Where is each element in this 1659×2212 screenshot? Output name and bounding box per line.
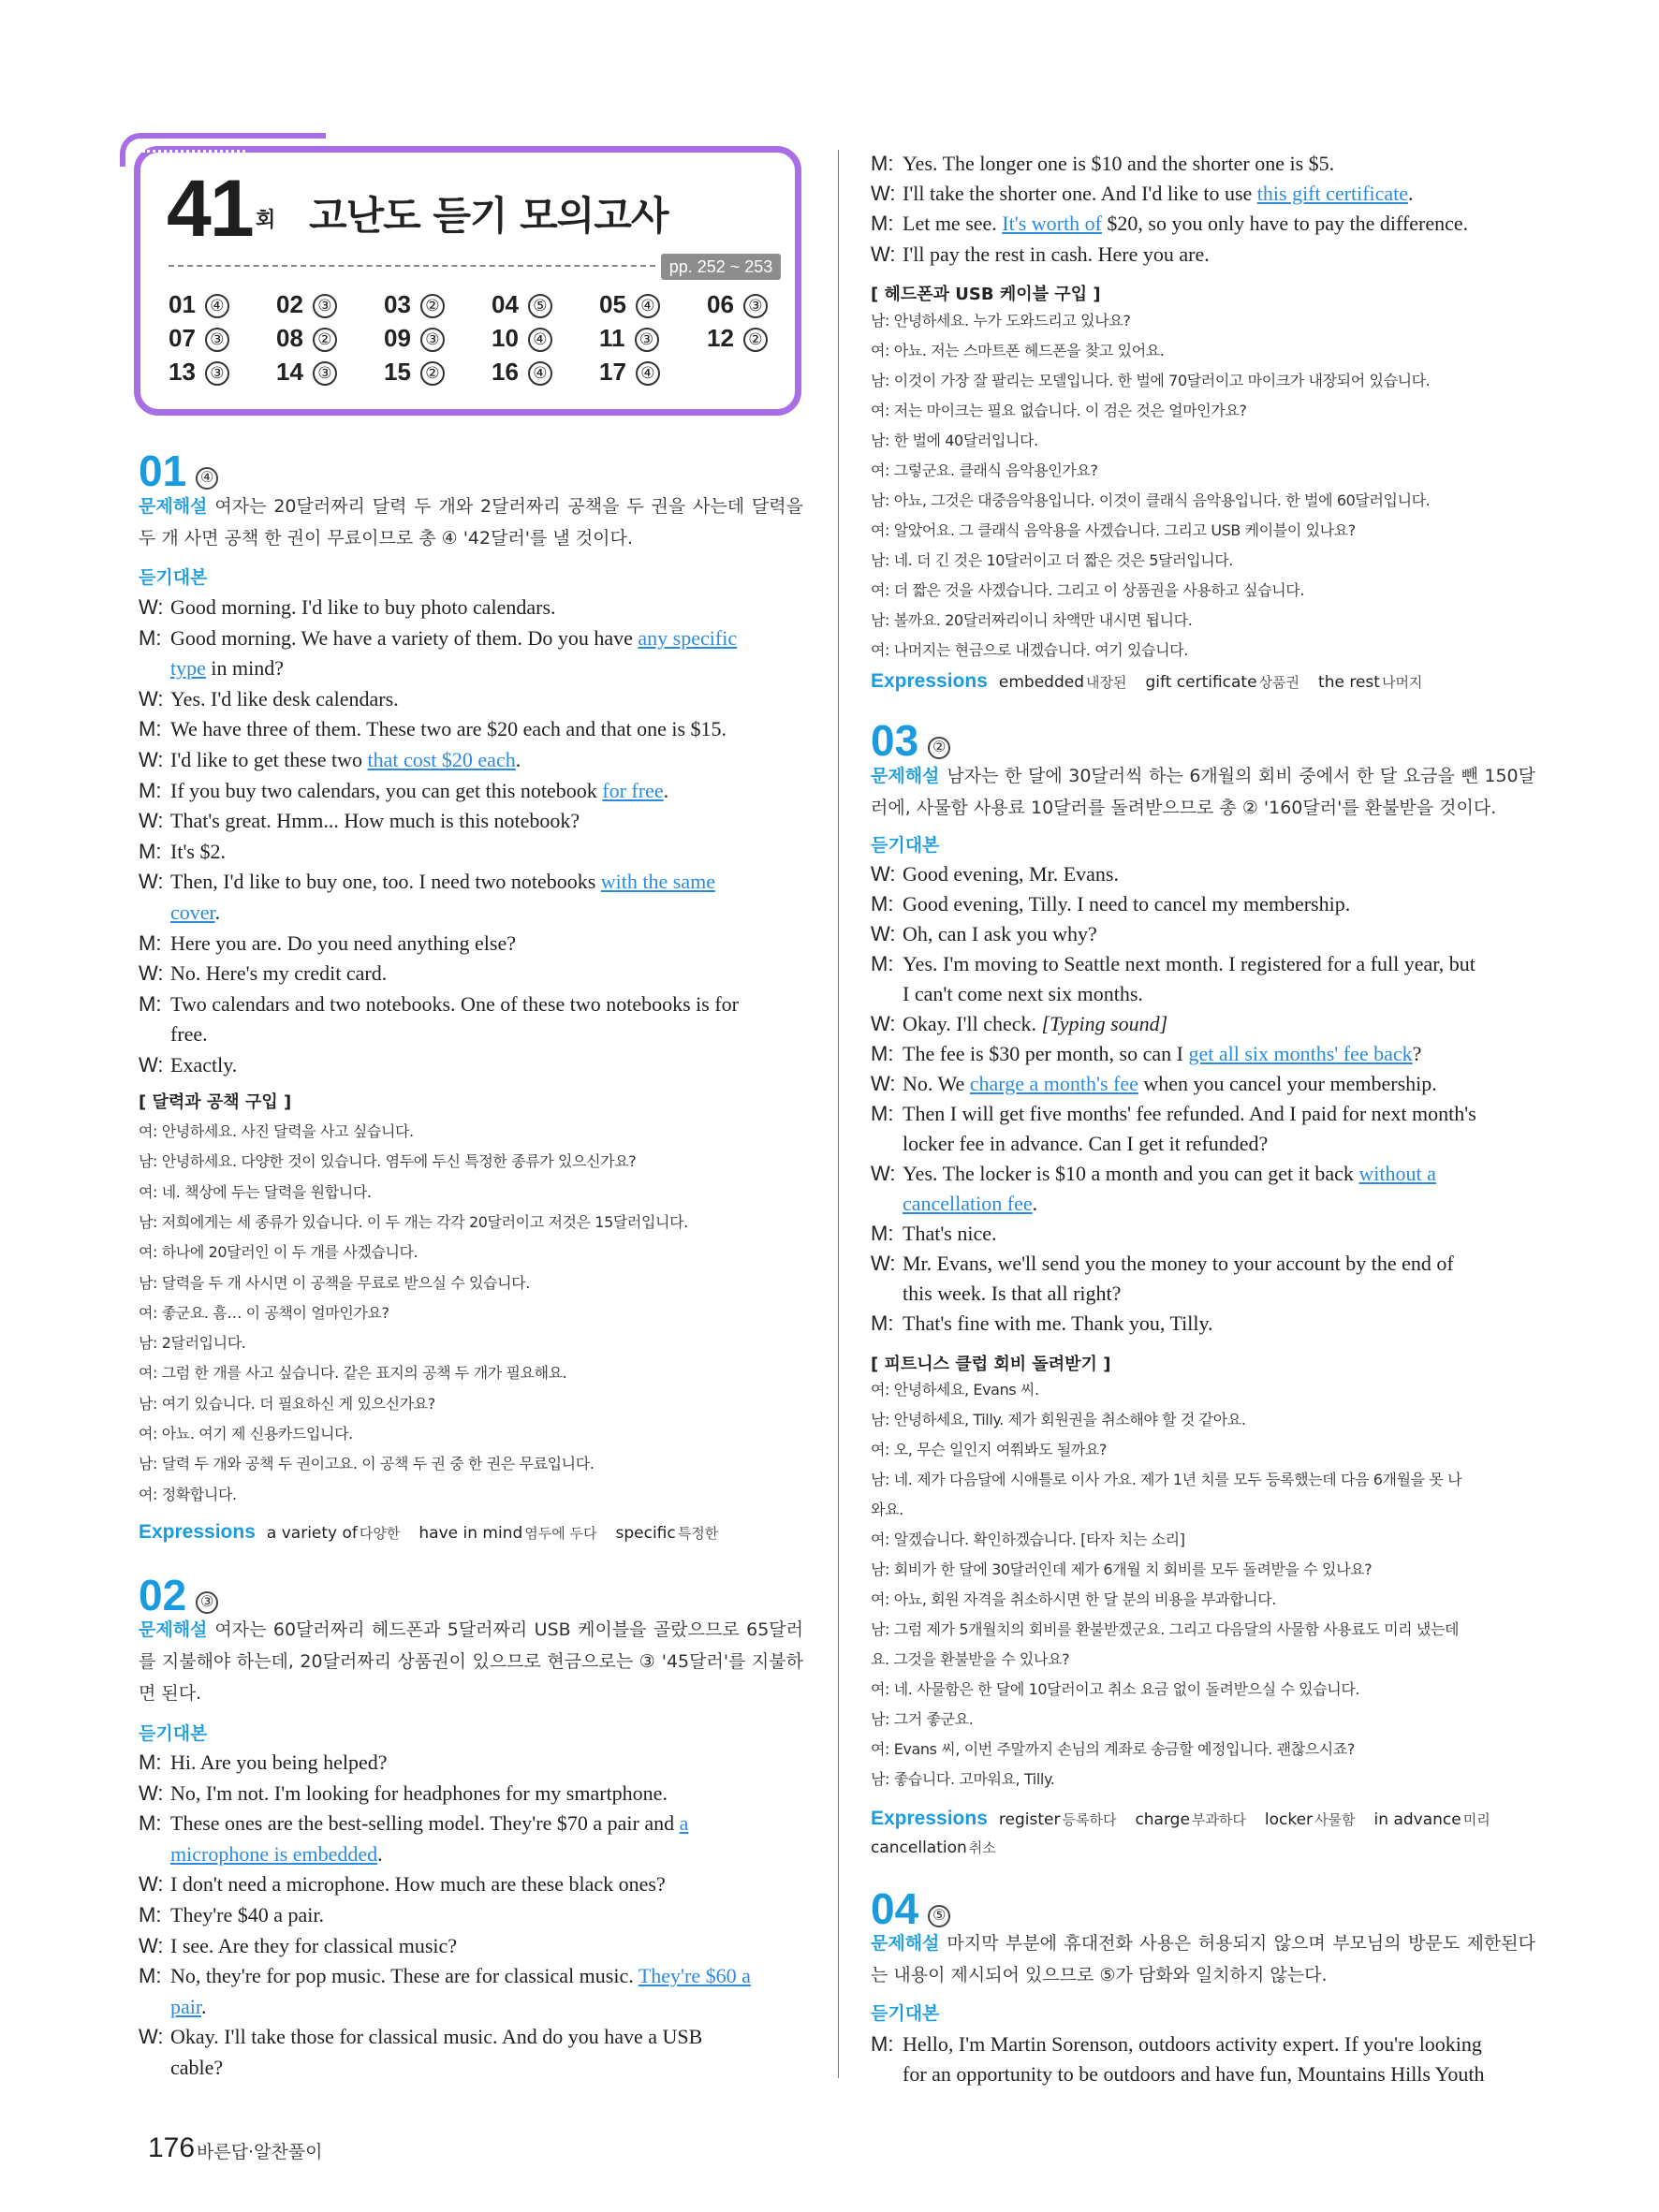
script-line: free. [170,1022,208,1047]
question-number: 04 [871,1884,919,1933]
answer-item [707,324,768,353]
speaker-label: M: [871,152,894,175]
answer-choice: ④ [205,294,229,318]
script-line: M: That's fine with me. Thank you, Tilly. [871,1309,1213,1339]
speaker-label: W: [871,1162,896,1185]
script-line: microphone is embedded. [170,1841,383,1866]
speaker-label: W: [871,1012,896,1035]
answer-number: 15 [384,358,411,386]
key-phrase: any specific [638,625,738,650]
key-phrase: They're $60 a [638,1964,751,1988]
speaker-label: M: [871,1222,894,1245]
answer-item [276,290,337,319]
script-line: M: If you buy two calendars, you can get this notebook for free. [139,776,668,806]
script-line: M: No, they're for pop music. These are for classical music. They're $60 a [139,1961,751,1991]
translation-line: 여: 아뇨. 여기 제 신용카드입니다. [139,1425,353,1443]
answer-number: 10 [492,324,519,352]
script-line: this week. Is that all right? [903,1282,1122,1305]
speaker-label: M: [139,991,162,1016]
translation-line: 남: 좋습니다. 고마워요, Tilly. [871,1770,1055,1788]
answer-number: 01 [169,290,196,318]
speaker-label: M: [139,625,162,650]
key-phrase: type [170,656,206,681]
script-line: W: Then, I'd like to buy one, too. I need two notebooks with the same [139,867,715,897]
script-line: W: Good morning. I'd like to buy photo calendars. [139,593,556,623]
key-phrase: with the same [600,870,715,894]
translation-line: 여: 그렇군요. 클래식 음악용인가요? [871,461,1098,479]
translation-line: 남: 이것이 가장 잘 팔리는 모델입니다. 한 벌에 70달러이고 마이크가 내장되어 있습니다. [871,372,1431,389]
q03-ko-title: [ 피트니스 클럽 회비 돌려받기 ] [871,1355,1111,1374]
key-phrase: without a [1358,1162,1436,1185]
translation-line: 여: 아뇨. 저는 스마트폰 헤드폰을 찾고 있어요. [871,342,1165,359]
explanation-text: 여자는 20달러짜리 달력 두 개와 2달러짜리 공책을 두 권을 사는데 달력을 두 개 사면 공책 한 권이 무료이므로 총 ④ '42달러'를 낼 것이다. [139,496,803,549]
speaker-label: W: [139,1933,164,1957]
answer-number: 12 [707,324,734,352]
translation-line: 남: 2달러입니다. [139,1334,246,1353]
speaker-label: M: [871,2032,894,2056]
translation-line: 남: 네. 더 긴 것은 10달러이고 더 짧은 것은 5달러입니다. [871,551,1233,569]
speaker-label: W: [871,862,896,886]
script-line: M: The fee is $30 per month, so can I get all six months' fee back? [871,1039,1421,1069]
answer-choice: ② [420,361,445,386]
speaker-label: W: [871,1252,896,1275]
header-divider [169,265,655,267]
script-line: M: Good evening, Tilly. I need to cancel my membership. [871,889,1350,919]
script-line: I can't come next six months. [903,982,1143,1005]
script-line: M: Hi. Are you being helped? [139,1748,388,1778]
speaker-label: W: [139,2025,164,2049]
translation-line: 남: 그거 좋군요. [871,1710,974,1728]
speaker-label: W: [139,748,164,771]
expression-item: the rest 나머지 [1318,673,1423,692]
key-phrase: It's worth of [1002,212,1102,236]
script-line: W: No. We charge a month's fee when you cancel your membership. [871,1069,1437,1099]
expression-item: gift certificate 상품권 [1145,673,1300,692]
translation-line: 와요. [871,1501,903,1518]
script-line: M: These ones are the best-selling model. They're $70 a pair and a [139,1809,688,1838]
footer-label: 바른답·알찬풀이 [197,2142,323,2162]
answer-number: 13 [169,358,196,386]
script-line: cancellation fee. [903,1192,1038,1215]
answer-number: 06 [707,290,734,318]
explanation-label: 문제해설 [871,1933,940,1954]
script-line: W: Yes. The locker is $10 a month and you can get it back without a [871,1159,1436,1189]
key-phrase: that cost $20 each [367,748,516,771]
script-line: W: Mr. Evans, we'll send you the money to your account by the end of [871,1249,1454,1279]
translation-line: 여: 저는 마이크는 필요 없습니다. 이 검은 것은 얼마인가요? [871,402,1247,419]
script-line: M: Yes. The longer one is $10 and the shorter one is $5. [871,149,1334,179]
expression-item: register 등록하다 [998,1810,1117,1829]
answer-circle: ⑤ [928,1905,950,1927]
script-line: M: We have three of them. These two are $20 each and that one is $15. [139,714,727,744]
answer-choice: ② [420,294,445,318]
expression-item: in advance 미리 [1373,1810,1490,1829]
answer-item [384,324,445,353]
translation-line: 여: 알겠습니다. 확인하겠습니다. [타자 치는 소리] [871,1531,1185,1548]
translation-line: 남: 안녕하세요. 다양한 것이 있습니다. 염두에 두신 특정한 종류가 있으신가요? [139,1152,637,1171]
script-line: M: Good morning. We have a variety of them. Do you have any specific [139,623,737,653]
speaker-label: M: [139,839,162,863]
script-line: W: Okay. I'll take those for classical music. And do you have a USB [139,2022,702,2052]
script-line: M: Hello, I'm Martin Sorenson, outdoors activity expert. If you're looking [871,2029,1482,2059]
q02-ko-title: [ 헤드폰과 USB 케이블 구입 ] [871,285,1101,304]
translation-line: 여: 좋군요. 흠… 이 공책이 얼마인가요? [139,1303,389,1322]
translation-line: 남: 달력 두 개와 공책 두 권이고요. 이 공책 두 권 중 한 권은 무료입니다. [139,1455,595,1473]
translation-line: 남: 안녕하세요. 누가 도와드리고 있나요? [871,312,1131,330]
expression-item: locker 사물함 [1264,1810,1356,1829]
unit-suffix: 회 [256,209,276,232]
translation-line: 남: 달력을 두 개 사시면 이 공책을 무료로 받으실 수 있습니다. [139,1273,530,1292]
script-line: W: I'll take the shorter one. And I'd like to use this gift certificate. [871,179,1414,209]
script-line: M: Two calendars and two notebooks. One of these two notebooks is for [139,989,739,1019]
column-divider [838,150,839,2078]
script-line: W: Good evening, Mr. Evans. [871,859,1119,889]
translation-line: 남: 볼까요. 20달러짜리이니 차액만 내시면 됩니다. [871,611,1193,629]
answer-item [169,358,229,387]
script-line: W: I'd like to get these two that cost $20 each. [139,745,521,775]
explanation-label: 문제해설 [139,1619,208,1640]
answer-number: 04 [492,290,519,318]
script-line: pair. [170,1994,207,2018]
question-number: 01 [139,447,187,495]
key-phrase: a [679,1811,689,1836]
q02-expressions [871,670,1441,693]
speaker-label: M: [871,1311,894,1335]
key-phrase: microphone is embedded [170,1841,378,1866]
translation-line: 남: 아뇨, 그것은 대중음악용입니다. 이것이 클래식 음악용입니다. 한 벌에 60달러입니다. [871,491,1431,509]
speaker-label: W: [139,1053,164,1077]
script-line: W: Oh, can I ask you why? [871,919,1097,949]
speaker-label: M: [871,1042,894,1065]
speaker-label: M: [871,1102,894,1125]
translation-line: 여: 안녕하세요, Evans 씨. [871,1381,1039,1399]
script-line: W: That's great. Hmm... How much is this notebook? [139,806,580,836]
answer-item [492,324,552,353]
question-number: 02 [139,1571,187,1619]
translation-line: 여: Evans 씨, 이번 주말까지 손님의 계좌로 송금할 예정입니다. 괜찮으시죠? [871,1740,1356,1758]
script-line: W: No, I'm not. I'm looking for headphones for my smartphone. [139,1779,668,1809]
explanation-label: 문제해설 [139,496,208,517]
key-phrase: cover [170,901,215,924]
answer-number: 16 [492,358,519,386]
translation-line: 남: 회비가 한 달에 30달러인데 제가 6개월 치 회비를 모두 돌려받을 수 있나요? [871,1560,1373,1578]
key-phrase: pair [170,1994,201,2018]
translation-line: 여: 네. 사물함은 한 달에 10달러이고 취소 요금 없이 돌려받으실 수 있습니다. [871,1680,1360,1698]
answer-choice: ③ [743,294,768,318]
question-number: 03 [871,716,919,765]
speaker-label: W: [139,961,164,986]
answer-item [599,324,659,353]
expression-item: specific 특정한 [615,1524,719,1543]
speaker-label: W: [871,1072,896,1095]
answer-item [707,290,768,319]
answer-choice: ③ [420,328,445,352]
answer-number: 05 [599,290,626,318]
expressions-label: Expressions [139,1521,256,1543]
expression-item: cancellation 취소 [871,1838,996,1857]
answer-choice: ② [743,328,768,352]
answer-number: 08 [276,324,303,352]
script-line: M: That's nice. [871,1219,996,1249]
key-phrase: for free [602,778,664,802]
script-label: 듣기대본 [871,835,940,856]
answer-item [599,358,660,387]
speaker-label: M: [139,1751,162,1774]
answer-item [384,290,445,319]
page-title: 고난도 듣기 모의고사 [309,193,668,239]
speaker-label: W: [139,870,164,894]
translation-line: 남: 네. 제가 다음달에 시애틀로 이사 가요. 제가 1년 치를 모두 등록했는데 다음 6개월을 못 나 [871,1471,1462,1488]
key-phrase: this gift certificate [1256,182,1409,206]
q03-expressions [871,1805,1535,1862]
key-phrase: cancellation fee [903,1192,1033,1215]
translation-line: 요. 그것을 환불받을 수 있나요? [871,1650,1070,1668]
script-line: W: I'll pay the rest in cash. Here you are. [871,240,1210,270]
speaker-label: W: [139,809,164,833]
script-label: 듣기대본 [139,1723,208,1744]
q03-explanation [871,760,1535,824]
translation-line: 여: 네. 책상에 두는 달력을 원합니다. [139,1182,372,1201]
speaker-label: M: [871,892,894,916]
expression-item: charge 부과하다 [1135,1810,1246,1829]
answer-choice: ③ [635,328,659,352]
speaker-label: W: [871,182,896,206]
expression-item: a variety of 다양한 [266,1524,401,1543]
stage-direction: [Typing sound] [1041,1012,1168,1035]
answer-circle: ③ [196,1591,218,1614]
script-line: locker fee in advance. Can I get it refunded? [903,1132,1269,1155]
script-label: 듣기대본 [139,567,208,588]
page-range-badge: pp. 252 ~ 253 [661,254,781,280]
script-line: M: Yes. I'm moving to Seattle next month. I registered for a full year, but [871,949,1475,979]
answer-item [492,290,552,319]
answer-item [169,290,229,319]
script-line: W: No. Here's my credit card. [139,959,387,989]
explanation-label: 문제해설 [871,766,940,786]
translation-line: 여: 그럼 한 개를 사고 싶습니다. 같은 표지의 공책 두 개가 필요해요. [139,1364,567,1383]
translation-line: 여: 안녕하세요. 사진 달력을 사고 싶습니다. [139,1122,414,1140]
answer-choice: ③ [313,361,337,386]
script-line: M: Here you are. Do you need anything else? [139,929,516,959]
answer-choice: ③ [205,361,229,386]
speaker-label: M: [139,717,162,741]
speaker-label: W: [139,595,164,619]
answer-item [384,358,445,387]
speaker-label: W: [139,1872,164,1897]
q01-ko-title: [ 달력과 공책 구입 ] [139,1092,292,1112]
answer-choice: ③ [205,328,229,352]
answer-number: 07 [169,324,196,352]
answer-choice: ④ [636,361,660,386]
answer-choice: ④ [636,294,660,318]
answer-circle: ④ [196,467,218,490]
script-line: M: It's $2. [139,837,226,867]
script-line: M: Then I will get five months' fee refunded. And I paid for next month's [871,1099,1476,1129]
expressions-label: Expressions [871,1808,988,1829]
answer-number: 02 [276,290,303,318]
speaker-label: W: [139,1780,164,1805]
q02-explanation [139,1614,803,1709]
answer-number: 11 [599,324,625,352]
question-03-heading [871,716,950,765]
translation-line: 남: 저희에게는 세 종류가 있습니다. 이 두 개는 각각 20달러이고 저것은 15달러입니다. [139,1212,688,1231]
q01-expressions [139,1521,737,1544]
speaker-label: M: [139,1903,162,1926]
answer-item [169,324,229,353]
translation-line: 남: 여기 있습니다. 더 필요하신 게 있으신가요? [139,1394,435,1413]
speaker-label: M: [871,212,894,236]
translation-line: 여: 하나에 20달러인 이 두 개를 사겠습니다. [139,1243,418,1262]
speaker-label: M: [139,1811,162,1836]
answer-circle: ② [928,737,950,759]
header-dots-decoration [142,150,245,153]
speaker-label: W: [871,922,896,945]
speaker-label: W: [871,242,896,266]
page-number: 176 [148,2132,196,2163]
translation-line: 여: 알았어요. 그 클래식 음악용을 사겠습니다. 그리고 USB 케이블이 있나요? [871,521,1356,539]
answer-number: 03 [384,290,411,318]
translation-line: 남: 안녕하세요, Tilly. 제가 회원권을 취소해야 할 것 같아요. [871,1411,1246,1428]
script-line: cable? [170,2056,224,2079]
key-phrase: charge a month's fee [969,1072,1138,1095]
script-line: W: Exactly. [139,1050,237,1080]
question-02-heading [139,1571,218,1619]
q01-explanation [139,491,803,554]
speaker-label: M: [139,778,162,802]
key-phrase: get all six months' fee back [1188,1042,1413,1065]
q04-explanation [871,1927,1535,1991]
script-line: W: Yes. I'd like desk calendars. [139,684,399,714]
script-line: W: I don't need a microphone. How much are these black ones? [139,1869,666,1899]
answer-number: 09 [384,324,411,352]
translation-line: 여: 더 짧은 것을 사겠습니다. 그리고 이 상품권을 사용하고 싶습니다. [871,581,1305,599]
answer-choice: ② [313,328,337,352]
script-line: M: They're $40 a pair. [139,1900,324,1930]
translation-line: 여: 아뇨, 회원 자격을 취소하시면 한 달 분의 비용을 부과합니다. [871,1590,1276,1608]
explanation-text: 마지막 부분에 휴대전화 사용은 허용되지 않으며 부모님의 방문도 제한된다는 내용이 제시되어 있으므로 ⑤가 담화와 일치하지 않는다. [871,1933,1535,1985]
expressions-label: Expressions [871,670,988,692]
translation-line: 남: 그럼 제가 5개월치의 회비를 환불받겠군요. 그리고 다음달의 사물함 사용료도 미리 냈는데 [871,1620,1460,1638]
answer-item [599,290,660,319]
expression-item: have in mind 염두에 두다 [418,1524,597,1543]
answer-item [276,358,337,387]
unit-number: 41 [167,164,253,254]
answer-choice: ④ [528,361,552,386]
question-01-heading [139,447,218,495]
speaker-label: M: [139,1964,162,1988]
explanation-text: 여자는 60달러짜리 헤드폰과 5달러짜리 USB 케이블을 골랐으므로 65달러를 지불해야 하는데, 20달러짜리 상품권이 있으므로 현금으로는 ③ '45달러'를 지불하면 된다. [139,1619,803,1704]
answer-number: 17 [599,358,626,386]
script-line: cover. [170,901,221,924]
translation-line: 여: 정확합니다. [139,1485,237,1503]
question-04-heading [871,1884,950,1933]
answer-number: 14 [276,358,303,386]
answer-item [492,358,552,387]
translation-line: 남: 한 벌에 40달러입니다. [871,432,1038,449]
translation-line: 여: 오, 무슨 일인지 여쭤봐도 될까요? [871,1441,1107,1458]
speaker-label: M: [139,930,162,955]
speaker-label: M: [871,952,894,975]
script-line: for an opportunity to be outdoors and have fun, Mountains Hills Youth [903,2062,1485,2086]
script-line: M: Let me see. It's worth of $20, so you only have to pay the difference. [871,209,1468,239]
expression-item: embedded 내장된 [998,673,1127,692]
explanation-text: 남자는 한 달에 30달러씩 하는 6개월의 회비 중에서 한 달 요금을 뺀 150달러에, 사물함 사용료 10달러를 돌려받으므로 총 ② '160달러'를 환불받을 것이다. [871,766,1535,818]
answer-item [276,324,337,353]
script-line: type in mind? [170,656,284,681]
script-label: 듣기대본 [871,2003,940,2024]
answer-choice: ④ [528,328,552,352]
translation-line: 여: 나머지는 현금으로 내겠습니다. 여기 있습니다. [871,641,1188,659]
script-line: W: Okay. I'll check. [Typing sound] [871,1009,1167,1039]
script-line: W: I see. Are they for classical music? [139,1931,457,1961]
answer-choice: ⑤ [528,294,552,318]
speaker-label: W: [139,686,164,710]
answer-choice: ③ [313,294,337,318]
